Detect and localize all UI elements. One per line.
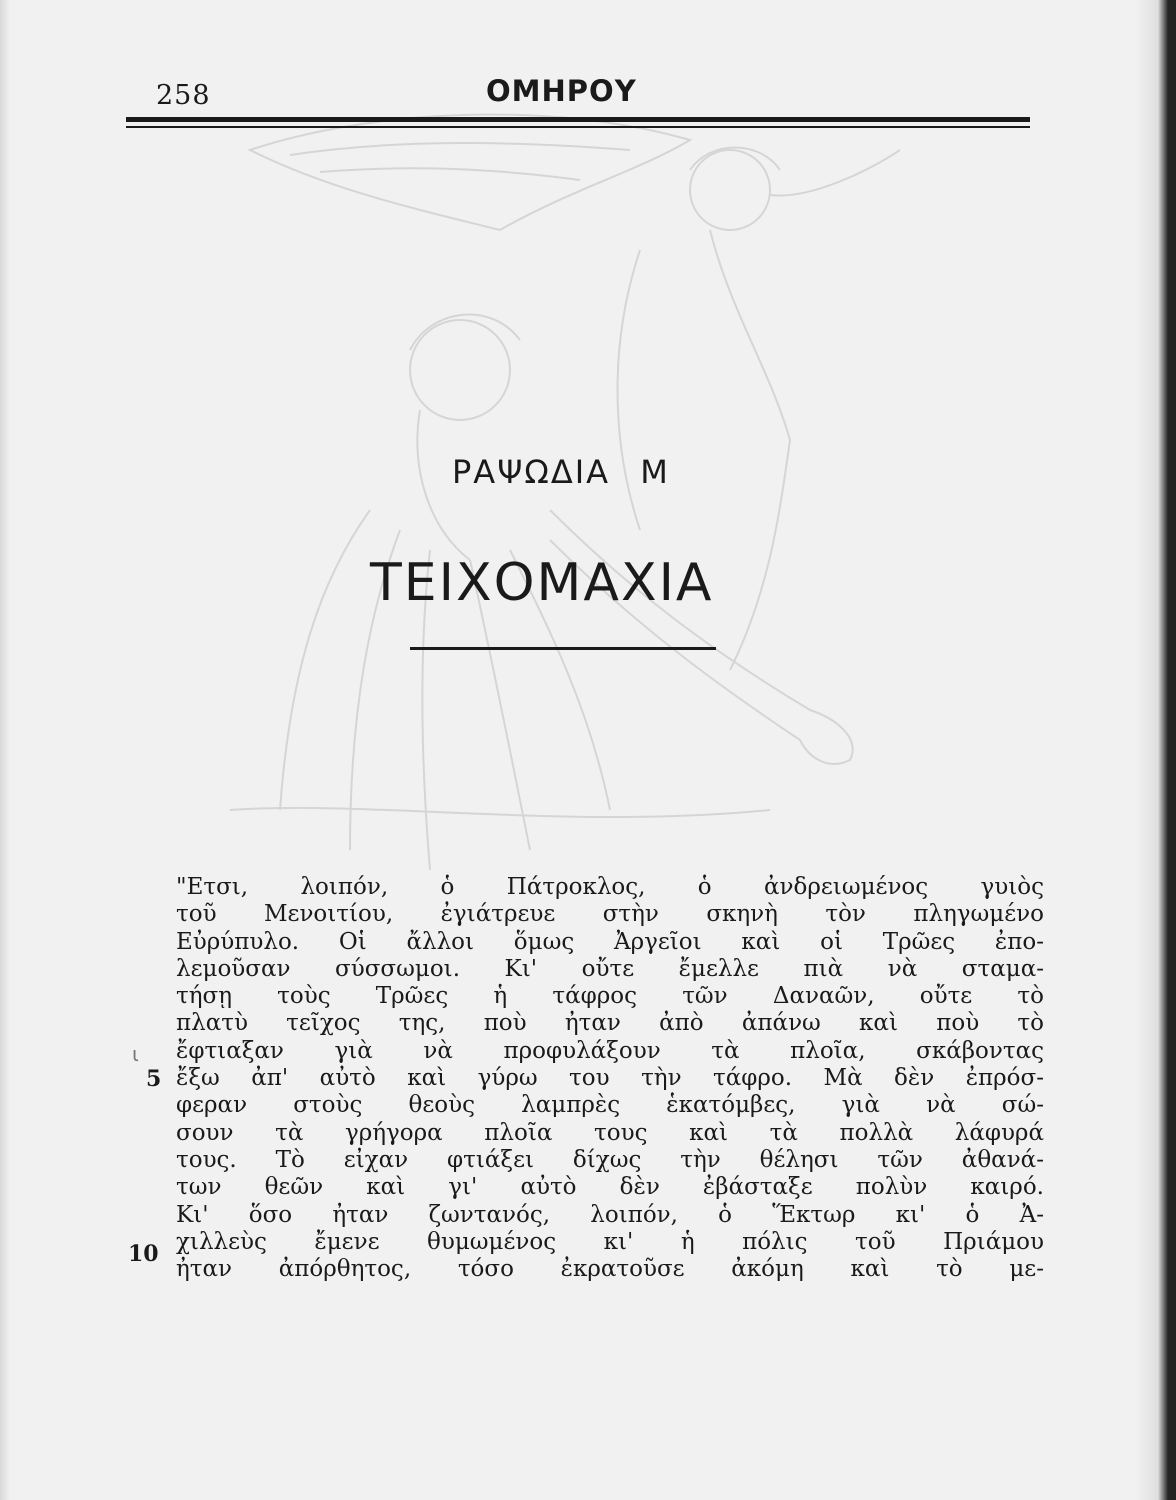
page-number: 258 [156, 80, 211, 111]
text-line: χιλλεὺς ἔμενε θυμωμένος κι' ἡ πόλις τοῦ Πριάμου [176, 1228, 1044, 1255]
body-text [176, 874, 1044, 1283]
text-line: "Ετσι, λοιπόν, ὁ Πάτροκλος, ὁ ἀνδρειωμένος γυιὸς [176, 874, 1044, 900]
text-line: Κι' ὅσο ἦταν ζωντανός, λοιπόν, ὁ Ἕκτωρ κι' ὁ Ἀ- [176, 1201, 1044, 1228]
text-line: φεραν στοὺς θεοὺς λαμπρὲς ἑκατόμβες, γιὰ νὰ σώ- [176, 1092, 1044, 1119]
title-rule [410, 647, 716, 650]
running-title: ΟΜΗΡΟΥ [486, 74, 637, 108]
binding-shadow [1136, 0, 1176, 1500]
rhapsody-label: ΡΑΨΩΔΙΑ Μ [452, 453, 670, 491]
line-number-5: 5 [146, 1066, 162, 1092]
text-line: τήσῃ τοὺς Τρῶες ἡ τάφρος τῶν Δαναῶν, οὔτε τὸ [176, 983, 1044, 1010]
margin-mark: ι [132, 1042, 139, 1066]
header-rule [126, 117, 1030, 122]
text-line: των θεῶν καὶ γι' αὐτὸ δὲν ἐβάσταξε πολὺν καιρό. [176, 1174, 1044, 1201]
chapter-title: ΤΕΙΧΟΜΑΧΙΑ [370, 553, 714, 613]
text-line: ἔφτιαξαν γιὰ νὰ προφυλάξουν τὰ πλοῖα, σκάβοντας [176, 1037, 1044, 1064]
text-line: ἔξω ἀπ' αὐτὸ καὶ γύρω του τὴν τάφρο. Μὰ δὲν ἐπρόσ- [176, 1065, 1044, 1092]
text-line: σουν τὰ γρήγορα πλοῖα τους καὶ τὰ πολλὰ λάφυρά [176, 1119, 1044, 1146]
page-left-edge [0, 0, 10, 1500]
text-line: πλατὺ τεῖχος της, ποὺ ἦταν ἀπὸ ἀπάνω καὶ ποὺ τὸ [176, 1010, 1044, 1037]
header-rule-thin [126, 126, 1030, 128]
text-line: τοῦ Μενοιτίου, ἐγιάτρευε στὴν σκηνὴ τὸν πληγωμένο [176, 901, 1044, 928]
text-line: τους. Τὸ εἶχαν φτιάξει δίχως τὴν θέλησι τῶν ἀθανά- [176, 1146, 1044, 1173]
text-line: ἦταν ἀπόρθητος, τόσο ἐκρατοῦσε ἀκόμη καὶ τὸ με- [176, 1256, 1044, 1283]
text-line: λεμοῦσαν σύσσωμοι. Κι' οὔτε ἔμελλε πιὰ νὰ σταμα- [176, 955, 1044, 982]
line-number-10: 10 [128, 1241, 159, 1267]
text-line: Εὐρύπυλο. Οἱ ἄλλοι ὅμως Ἀργεῖοι καὶ οἱ Τρῶες ἐπο- [176, 928, 1044, 955]
